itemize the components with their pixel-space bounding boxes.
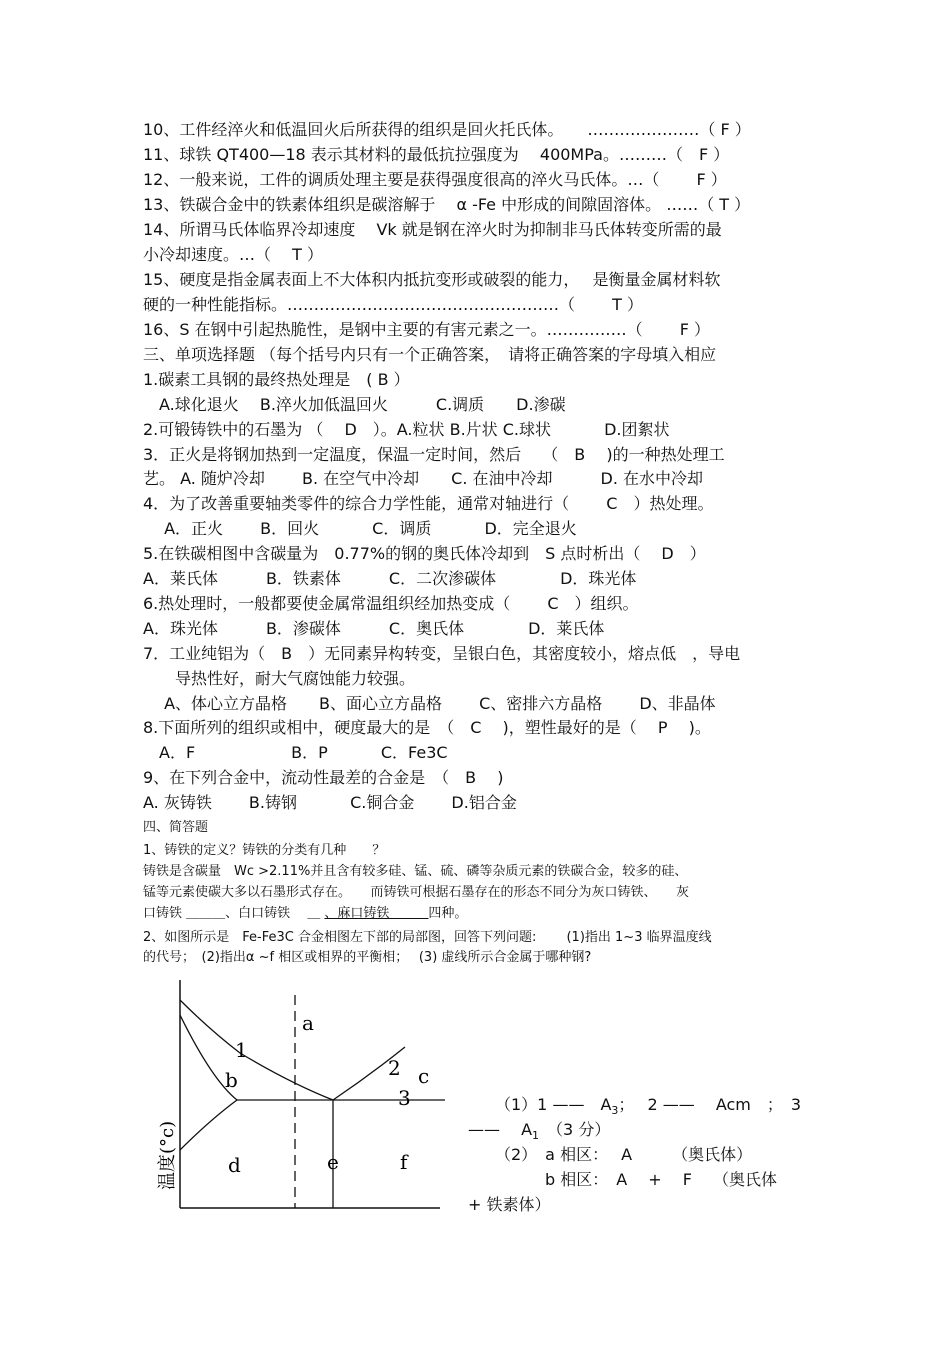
q2-question-line2: 的代号； (2)指出α ~f 相区或相界的平衡相； (3) 虚线所示合金属于哪种钢? [143,950,592,965]
choice-4-options: A．正火 B．回火 C．调质 D．完全退火 [143,519,577,538]
judgement-12: 12、一般来说，工件的调质处理主要是获得强度很高的淬火马氏体。…（ F ） [143,170,727,189]
judgement-10: 10、工件经淬火和低温回火后所获得的组织是回火托氏体。 …………………（ F ） [143,120,751,139]
choice-3-line1: 3．正火是将钢加热到一定温度，保温一定时间，然后 （ B )的一种热处理工 [143,445,725,464]
judgement-11: 11、球铁 QT400—18 表示其材料的最低抗拉强度为 400MPa。………（ F ） [143,145,730,164]
section4-title: 四、简答题 [143,820,209,835]
q1-part1: 口铸铁 ＿＿＿ [143,906,226,921]
label-d: d [228,1153,241,1177]
choice-8-options: A．F B．P C．Fe3C [143,743,448,762]
choice-6: 6.热处理时，一般都要使金属常温组织经加热变成（ C ）组织。 [143,594,639,613]
label-f: f [400,1150,408,1174]
choice-4: 4．为了改善重要轴类零件的综合力学性能，通常对轴进行（ C ）热处理。 [143,494,714,513]
line-lower-left [180,1100,237,1150]
label-1: 1 [235,1038,248,1062]
answer-line5: + 铁素体） [468,1195,551,1214]
answer-3-a1: —— A [468,1120,533,1139]
choice-5-options: A．莱氏体 B．铁素体 C．二次渗碳体 D．珠光体 [143,569,637,588]
answer-1-a3: （1）1 —— A [495,1095,612,1114]
judgement-14-line2: 小冷却速度。…（ T ） [143,245,323,264]
answer-1-a3-sub: 3 [611,1104,619,1118]
judgement-13: 13、铁碳合金中的铁素体组织是碳溶解于 α -Fe 中形成的间隙固溶体。 ……（ T ） [143,195,751,214]
section3-title: 三、单项选择题 （每个括号内只有一个正确答案， 请将正确答案的字母填入相应 [143,345,717,364]
label-2: 2 [388,1056,401,1080]
choice-9-options: A. 灰铸铁 B.铸钢 C.铜合金 D.铝合金 [143,793,517,812]
q1-part4: 四种。 [428,906,468,921]
q1-answer-line3 [143,904,467,924]
judgement-15-line2: 硬的一种性能指标。……………………………………………（ T ） [143,295,643,314]
choice-2: 2.可锻铸铁中的石墨为 （ D ）。A.粒状 B.片状 C.球状 D.团絮状 [143,420,670,439]
label-c: c [418,1064,430,1088]
answer-score: （3 分） [539,1120,611,1139]
judgement-14-line1: 14、所谓马氏体临界冷却速度 Vk 就是钢在淬火时为抑制非马氏体转变所需的最 [143,220,722,239]
choice-7-options: A、体心立方晶格 B、面心立方晶格 C、密排六方晶格 D、非晶体 [143,694,716,713]
choice-5: 5.在铁碳相图中含碳量为 0.77%的钢的奥氏体冷却到 S 点时析出（ D ） [143,544,706,563]
q1-part2: 、白口铸铁 ＿ [225,906,325,921]
choice-1-options: A.球化退火 B.淬火加低温回火 C.调质 D.渗碳 [143,395,566,414]
answer-1-rest: ； 2 —— Acm ； 3 [618,1095,802,1114]
fe-fe3c-phase-diagram [150,975,450,1225]
answer-line4: b 相区： A + F （奥氏体 [545,1170,778,1189]
answer-line1 [495,1095,801,1121]
choice-7-line1: 7．工业纯铝为（ B ）无同素异构转变，呈银白色，其密度较小，熔点低 ，导电 [143,644,741,663]
choice-8: 8.下面所列的组织或相中，硬度最大的是 （ C )，塑性最好的是（ P )。 [143,718,711,737]
q1-answer-line2: 锰等元素使碳大多以石墨形式存在。 而铸铁可根据石墨存在的形态不同分为灰口铸铁、 灰 [143,885,690,900]
answer-line2 [468,1120,610,1146]
choice-1: 1.碳素工具钢的最终热处理是 ( B ） [143,370,410,389]
q1-part3: 、麻口铸铁＿＿＿ [324,906,429,921]
choice-3-line2: 艺。 A. 随炉冷却 B. 在空气中冷却 C. 在油中冷却 D. 在水中冷却 [143,469,703,488]
q1-answer-line1: 铸铁是含碳量 Wc >2.11%并且含有较多硅、锰、硫、磷等杂质元素的铁碳合金，较多的硅、 [143,864,688,879]
q1-question: 1、铸铁的定义？铸铁的分类有几种 ？ [143,843,386,858]
label-b: b [225,1068,238,1092]
answer-line3: （2） a 相区： A （奥氏体） [495,1145,753,1164]
y-axis-label: 温度(°c) [157,1120,178,1190]
choice-6-options: A．珠光体 B．渗碳体 C．奥氏体 D．莱氏体 [143,619,605,638]
label-a: a [302,1011,314,1035]
judgement-16: 16、S 在钢中引起热脆性，是钢中主要的有害元素之一。……………（ F ） [143,320,710,339]
answer-3-a1-sub: 1 [532,1129,540,1143]
choice-9: 9、在下列合金中，流动性最差的合金是 （ B ) [143,768,504,787]
choice-7-line2: 导热性好，耐大气腐蚀能力较强。 [143,669,416,688]
q2-question-line1: 2、如图所示是 Fe-Fe3C 合金相图左下部的局部图，回答下列问题: (1)指出 1~3 临界温度线 [143,930,712,945]
label-3: 3 [398,1086,411,1110]
label-e: e [327,1150,339,1174]
judgement-15-line1: 15、硬度是指金属表面上不大体积内抵抗变形或破裂的能力， 是衡量金属材料软 [143,270,721,289]
